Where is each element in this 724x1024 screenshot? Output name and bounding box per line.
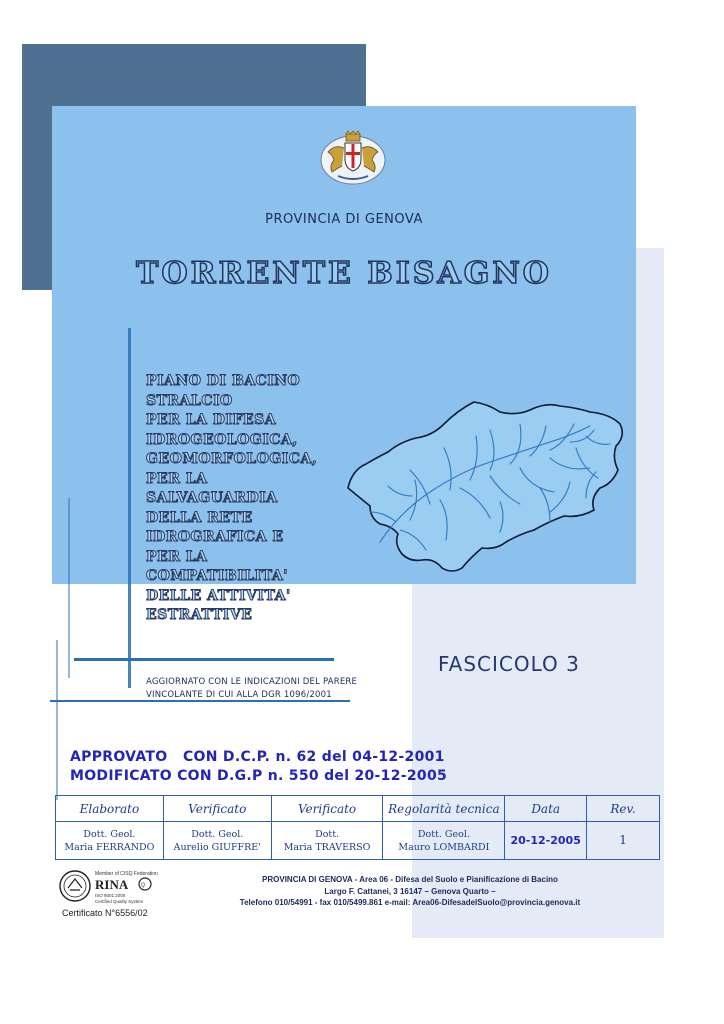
plan-title-line: PER LA bbox=[146, 470, 208, 487]
plan-title-line: STRALCIO bbox=[146, 392, 233, 409]
cell-line: Dott. Geol. bbox=[83, 828, 136, 840]
plan-title-line: IDROGEOLOGICA, bbox=[146, 431, 298, 448]
update-note-line: VINCOLANTE DI CUI ALLA DGR 1096/2001 bbox=[146, 690, 332, 700]
approval-block bbox=[70, 748, 447, 786]
plan-title-line: IDROGRAFICA E bbox=[146, 529, 284, 545]
cert-brand-text: RINA bbox=[95, 877, 129, 892]
document-title: TORRENTE BISAGNO bbox=[136, 256, 552, 291]
table-row bbox=[56, 822, 660, 860]
signature-table bbox=[55, 795, 660, 860]
footer-line: PROVINCIA DI GENOVA - Area 06 - Difesa del Suolo e Pianificazione di Bacino bbox=[262, 875, 558, 884]
plan-title-line: COMPATIBILITA' bbox=[146, 568, 288, 584]
plan-title-line: PER LA bbox=[146, 548, 208, 565]
update-note bbox=[146, 676, 406, 702]
table-cell bbox=[163, 822, 271, 860]
plan-title-line: PER LA DIFESA bbox=[146, 412, 277, 428]
cell-line: Maria FERRANDO bbox=[64, 841, 155, 853]
plan-title-line: ESTRATTIVE bbox=[146, 607, 253, 623]
certificate-number: Certificato N°6556/02 bbox=[62, 908, 148, 918]
decor-horizontal-line bbox=[74, 658, 334, 661]
table-header: Rev. bbox=[587, 796, 660, 822]
rina-cert-logo bbox=[55, 866, 167, 906]
table-cell-rev: 1 bbox=[587, 822, 660, 860]
plan-title bbox=[146, 372, 366, 626]
table-cell bbox=[56, 822, 164, 860]
cell-line: Dott. bbox=[315, 828, 340, 840]
fascicolo-label: FASCICOLO 3 bbox=[438, 652, 580, 676]
table-header: Verificato bbox=[271, 796, 383, 822]
cert-iso-text: ISO 9001:2000 bbox=[95, 893, 126, 898]
svg-text:Q: Q bbox=[141, 882, 145, 889]
table-header: Regolarità tecnica bbox=[383, 796, 505, 822]
plan-title-line: DELLE ATTIVITA' bbox=[146, 587, 291, 604]
watershed-map-icon bbox=[340, 392, 624, 576]
decor-vertical-line bbox=[128, 328, 131, 688]
province-name: PROVINCIA DI GENOVA bbox=[265, 212, 423, 227]
decor-vertical-line bbox=[56, 640, 58, 800]
decor-vertical-line bbox=[68, 498, 70, 678]
plan-title-line: DELLA RETE bbox=[146, 509, 253, 526]
plan-title-line: PIANO DI BACINO bbox=[146, 373, 301, 389]
approval-line: MODIFICATO CON D.G.P n. 550 del 20-12-2005 bbox=[70, 768, 448, 784]
cell-line: Dott. Geol. bbox=[417, 828, 470, 840]
table-header: Verificato bbox=[163, 796, 271, 822]
table-cell bbox=[271, 822, 383, 860]
cell-line: Aurelio GIUFFRE' bbox=[173, 841, 261, 853]
plan-title-line: SALVAGUARDIA bbox=[146, 490, 278, 506]
cell-line: Mauro LOMBARDI bbox=[398, 841, 490, 853]
cert-member-text: Member of CISQ Federation bbox=[95, 871, 158, 877]
cell-line: Dott. Geol. bbox=[191, 828, 244, 840]
plan-title-line: GEOMORFOLOGICA, bbox=[146, 451, 318, 467]
update-note-line: AGGIORNATO CON LE INDICAZIONI DEL PARERE bbox=[146, 677, 358, 687]
table-cell-date: 20-12-2005 bbox=[505, 822, 587, 860]
table-header: Data bbox=[505, 796, 587, 822]
footer-line: Telefono 010/54991 - fax 010/5499.861 e-mail: Area06-DifesadelSuolo@provincia.genova.it bbox=[239, 898, 581, 907]
table-cell bbox=[383, 822, 505, 860]
province-crest-icon bbox=[318, 130, 388, 186]
table-header: Elaborato bbox=[56, 796, 164, 822]
cell-line: Maria TRAVERSO bbox=[283, 841, 371, 853]
footer-address bbox=[200, 874, 620, 909]
cert-system-text: Certified Quality System bbox=[95, 899, 144, 904]
footer-line: Largo F. Cattanei, 3 16147 – Genova Quarto – bbox=[324, 886, 496, 896]
table-header-row bbox=[56, 796, 660, 822]
approval-line: APPROVATO CON D.C.P. n. 62 del 04-12-2001 bbox=[70, 749, 445, 765]
